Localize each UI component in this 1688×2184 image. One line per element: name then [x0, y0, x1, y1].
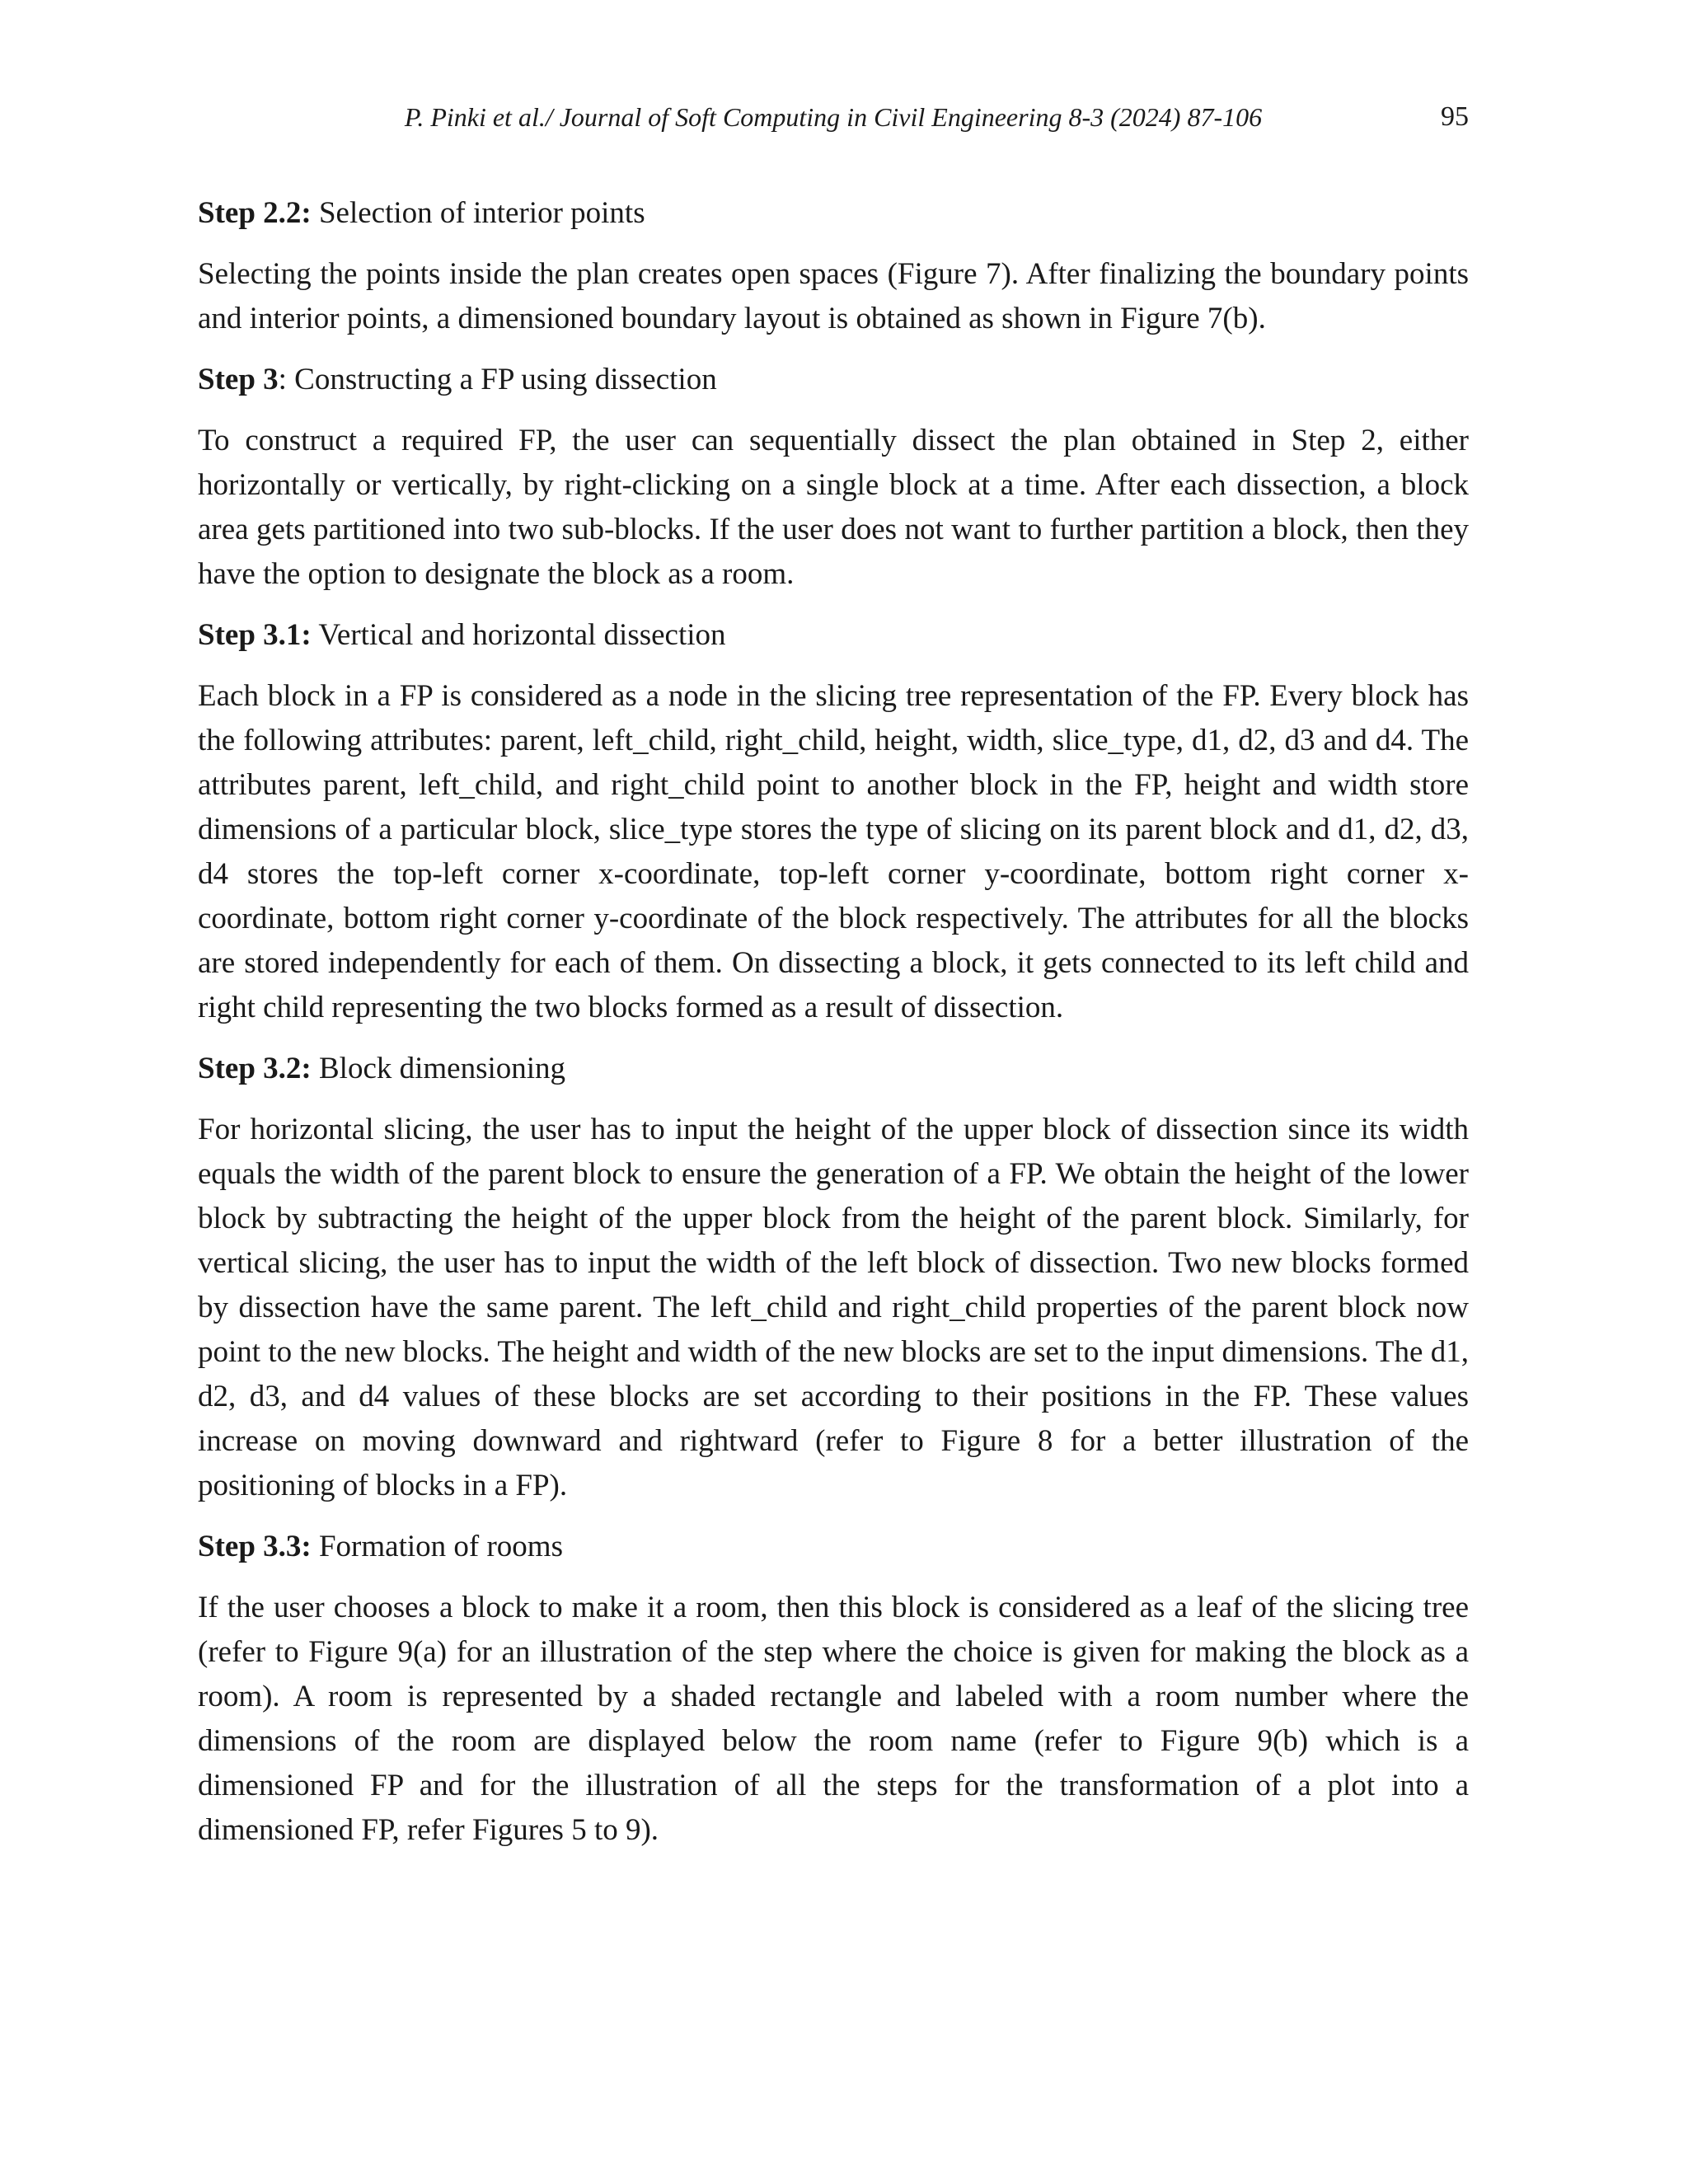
- paragraph: For horizontal slicing, the user has to input the height of the upper block of dissection since its width equals the width of the parent block to ensure the generation of a FP. We obtain the height of the lower block by subtracting the height of the upper block from the height of the parent block. Similarly, for vertical slicing, the user has to input the width of the left block of dissection. Two new blocks formed by dissection have the same parent. The left_child and right_child properties of the parent block now point to the new blocks. The height and width of the new blocks are set to the input dimensions. The d1, d2, d3, and d4 values of these blocks are set according to their positions in the FP. These values increase on moving downward and rightward (refer to Figure 8 for a better illustration of the positioning of blocks in a FP).: [198, 1113, 1469, 1502]
- step-2-2-heading: [198, 191, 1469, 236]
- running-header: [198, 97, 1469, 137]
- paragraph: To construct a required FP, the user can sequentially dissect the plan obtained in Step 2, either horizontally or vertically, by right-clicking on a single block at a time. After each dissection, a block area gets partitioned into two sub-blocks. If the user does not want to further partition a block, then they have the option to designate the block as a room.: [198, 424, 1469, 591]
- step-3-3-heading: [198, 1525, 1469, 1569]
- step-label: Step 3.1:: [198, 618, 312, 652]
- step-3-heading: [198, 358, 1469, 402]
- paragraph: Each block in a FP is considered as a node in the slicing tree representation of the FP. Every block has the following attributes: parent, left_child, right_child, height, width, slice_type, d1, d2, d3 and d4. The attributes parent, left_child, and right_child point to another block in the FP, height and width store dimensions of a particular block, slice_type stores the type of slicing on its parent block and d1, d2, d3, d4 stores the top-left corner x-coordinate, top-left corner y-coordinate, bottom right corner x-coordinate, bottom right corner y-coordinate of the block respectively. The attributes for all the blocks are stored independently for each of them. On dissecting a block, it gets connected to its left child and right child representing the two blocks formed as a result of dissection.: [198, 679, 1469, 1024]
- paragraph: Selecting the points inside the plan creates open spaces (Figure 7). After finalizing the boundary points and interior points, a dimensioned boundary layout is obtained as shown in Figure 7(b).: [198, 257, 1469, 335]
- running-title: P. Pinki et al./ Journal of Soft Computing in Civil Engineering 8-3 (2024) 87-106: [404, 102, 1263, 132]
- paragraph: If the user chooses a block to make it a room, then this block is considered as a leaf of the slicing tree (refer to Figure 9(a) for an illustration of the step where the choice is given for making the block as a room). A room is represented by a shaded rectangle and labeled with a room number where the dimensions of the room are displayed below the room name (refer to Figure 9(b) which is a dimensioned FP and for the illustration of all the steps for the transformation of a plot into a dimensioned FP, refer Figures 5 to 9).: [198, 1591, 1469, 1847]
- step-label: Step 3.3:: [198, 1530, 312, 1563]
- step-title: Vertical and horizontal dissection: [311, 618, 726, 652]
- step-label: Step 3.2:: [198, 1052, 312, 1085]
- step-3-2-heading: [198, 1047, 1469, 1091]
- body-text: [198, 191, 1469, 1869]
- step-title: Selection of interior points: [311, 196, 645, 230]
- step-title: Formation of rooms: [311, 1530, 563, 1563]
- step-label: Step 3: [198, 363, 279, 396]
- step-title: : Constructing a FP using dissection: [278, 363, 717, 396]
- step-title: Block dimensioning: [311, 1052, 566, 1085]
- step-3-1-heading: [198, 613, 1469, 658]
- step-label: Step 2.2:: [198, 196, 312, 230]
- page-number: 95: [1441, 101, 1469, 132]
